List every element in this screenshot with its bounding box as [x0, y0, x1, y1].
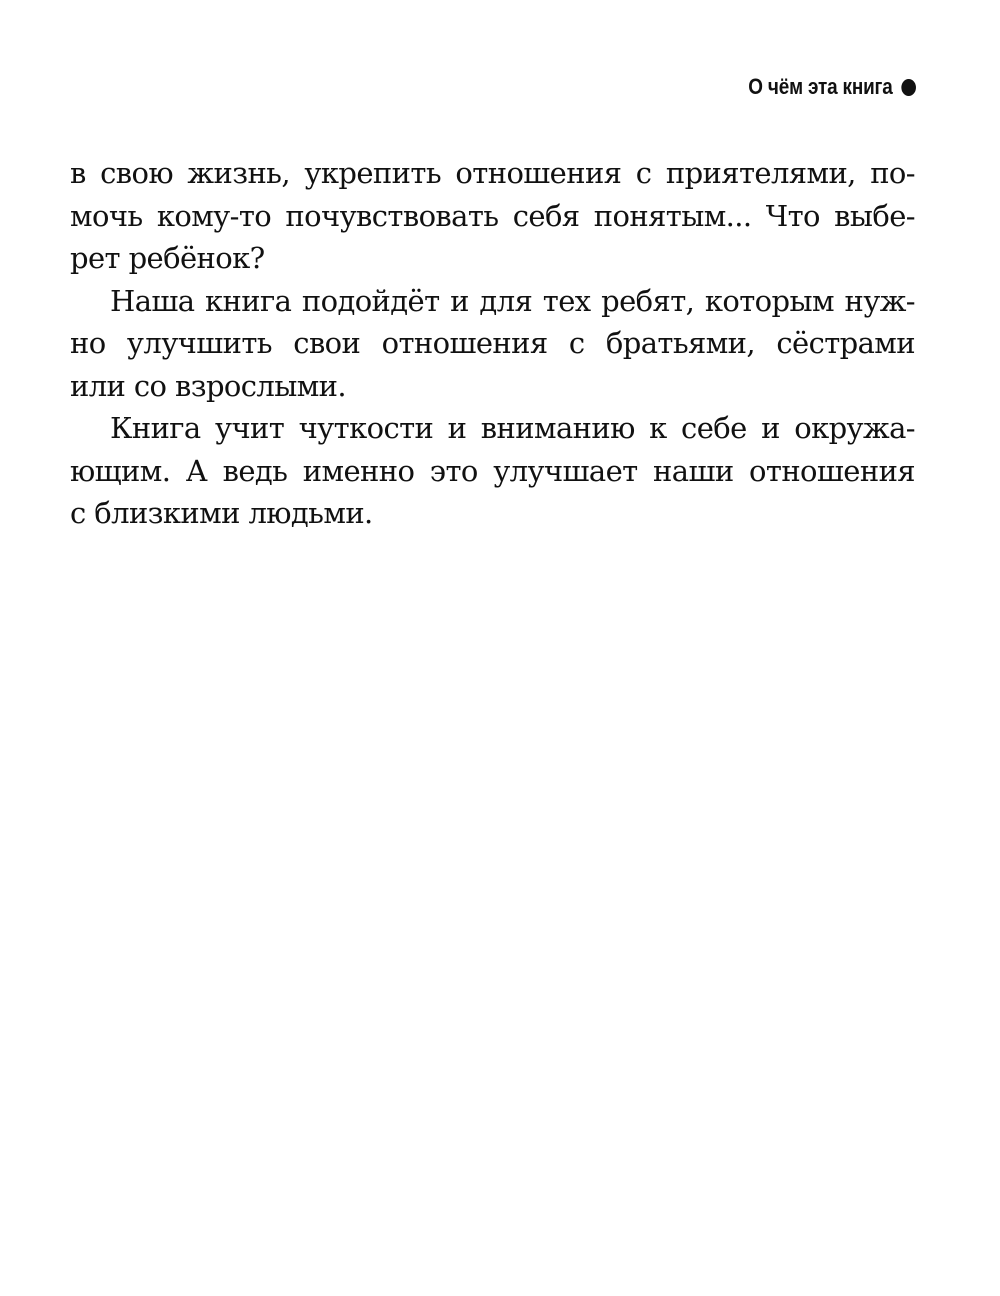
text-line: ющим. А ведь именно это улучшает наши отношения	[70, 453, 915, 488]
running-header	[748, 74, 916, 100]
text-line: в свою жизнь, укрепить отношения с приятелями, по-	[70, 156, 915, 190]
text-line: мочь кому-то почувствовать себя понятым... Что выбе-	[70, 198, 915, 233]
running-header-title: О чём эта книга	[748, 74, 893, 99]
text-line: Книга учит чуткости и вниманию к себе и окружа-	[110, 411, 915, 445]
bullet-icon	[901, 79, 916, 96]
text-line: но улучшить свои отношения с братьями, сёстрами	[70, 326, 915, 360]
body-text	[70, 152, 915, 535]
text-line: рет ребёнок?	[70, 241, 265, 275]
text-line: Наша книга подойдёт и для тех ребят, которым нуж-	[110, 283, 915, 318]
text-line: с близкими людьми.	[70, 496, 373, 530]
text-line: или со взрослыми.	[70, 368, 347, 403]
